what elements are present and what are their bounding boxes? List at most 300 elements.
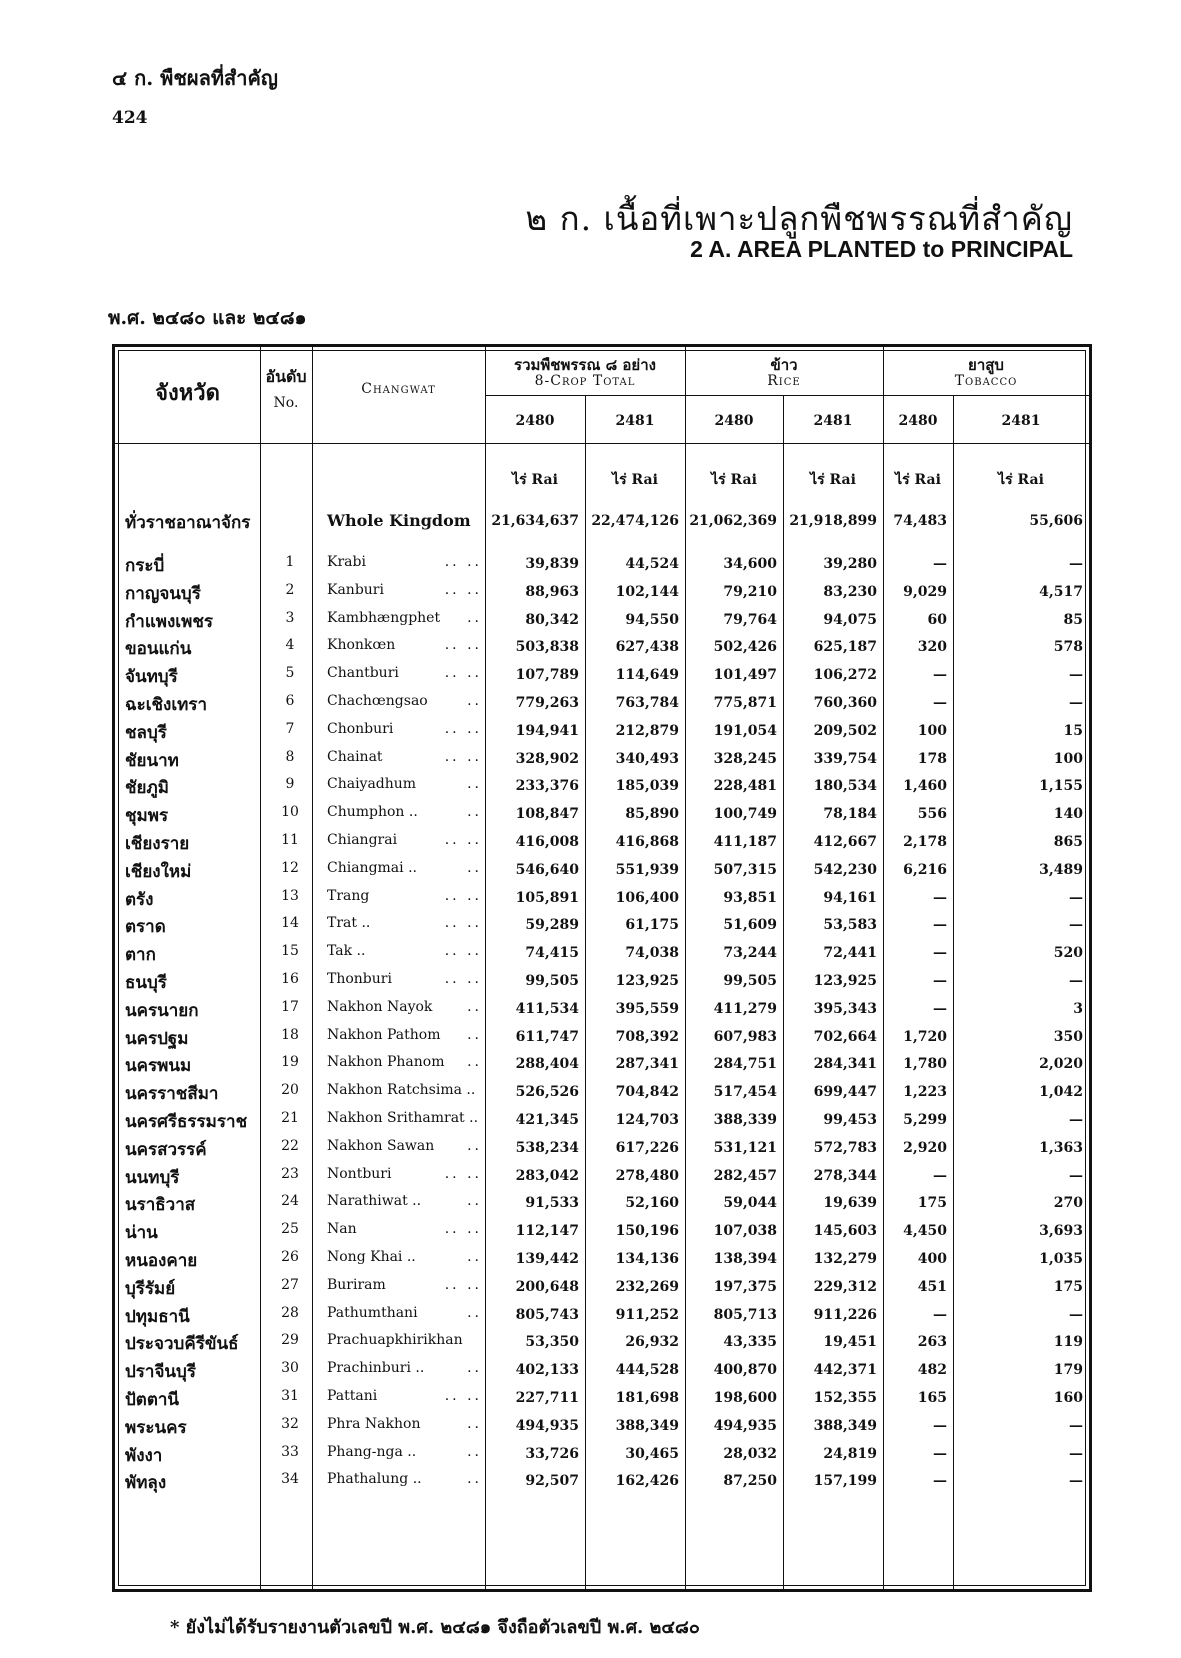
table-row (115, 1134, 1095, 1162)
cell-value: 1,035 (1039, 1251, 1083, 1267)
changwat-thai: ตราด (125, 917, 166, 938)
cell-value: 607,983 (713, 1028, 777, 1045)
changwat-thai: น่าน (125, 1223, 158, 1244)
table-row (115, 633, 1095, 661)
changwat-english: Chaiyadhum (327, 776, 417, 793)
leader-dots: .. .. (444, 637, 482, 654)
cell-value: 73,244 (723, 945, 777, 962)
cell-value: 178 (917, 750, 947, 767)
header-crop-total-english: 8-Crop Total (534, 373, 636, 389)
cell-value: 197,375 (713, 1278, 777, 1295)
cell-value: 546,640 (515, 861, 579, 878)
cell-value: 85 (1063, 611, 1083, 628)
cell-value: — (1069, 695, 1083, 711)
cell-value: 34,600 (723, 556, 777, 572)
leader-dots: .. .. (444, 554, 482, 570)
header-no-thai: อันดับ (265, 367, 307, 386)
cell-value: 2,920 (903, 1139, 947, 1156)
unit-label: ไร่ Rai (998, 472, 1044, 488)
changwat-english: Chantburi (327, 665, 399, 682)
year-header: 2481 (813, 413, 853, 429)
changwat-english: Prachuapkhirikhan (327, 1332, 463, 1349)
cell-value: 124,703 (615, 1112, 679, 1128)
table-row (115, 717, 1095, 745)
unit-label: ไร่ Rai (895, 472, 941, 488)
unit-label: ไร่ Rai (512, 472, 558, 488)
cell-value: 100,749 (713, 806, 777, 823)
changwat-thai: นครสวรรค์ (125, 1139, 207, 1160)
cell-value: 106,272 (813, 667, 877, 684)
leader-dots: .. .. (444, 915, 482, 932)
changwat-thai: ฉะเชิงเทรา (125, 695, 208, 715)
cell-value: 779,263 (515, 695, 579, 711)
cell-value: 526,526 (515, 1084, 579, 1101)
cell-value: 551,939 (615, 861, 679, 878)
data-table (112, 344, 1092, 1592)
row-number: 30 (281, 1360, 299, 1377)
row-number: 29 (281, 1332, 299, 1349)
cell-value: 79,210 (723, 583, 777, 600)
leader-dots: .. .. (444, 1221, 482, 1238)
changwat-thai: นครปฐม (125, 1028, 189, 1049)
header-rule (485, 395, 1089, 396)
leader-dots: .. (467, 1471, 482, 1488)
cell-value: 708,392 (615, 1028, 679, 1045)
cell-value: — (933, 973, 947, 989)
cell-value: 611,747 (515, 1028, 579, 1045)
cell-value: 400,870 (713, 1362, 777, 1379)
cell-value: — (933, 945, 947, 962)
cell-value: — (1069, 1112, 1083, 1128)
header-rule (115, 443, 1089, 444)
cell-value: — (1069, 1167, 1083, 1184)
cell-value: 51,609 (723, 917, 777, 934)
leader-dots: .. (467, 1249, 482, 1265)
cell-value: 101,497 (713, 667, 777, 684)
cell-value: 340,493 (615, 750, 679, 767)
cell-value: 93,851 (723, 889, 777, 906)
row-number: 19 (281, 1054, 299, 1071)
leader-dots: .. (467, 1443, 482, 1460)
cell-value: 21,634,637 (491, 513, 579, 529)
changwat-english: Narathiwat .. (327, 1193, 422, 1210)
cell-value: 520 (1053, 945, 1083, 962)
row-number: 11 (281, 832, 299, 848)
cell-value: 209,502 (813, 722, 877, 739)
cell-value: 198,600 (713, 1390, 777, 1406)
changwat-english: Pathumthani (327, 1304, 418, 1321)
cell-value: 572,783 (813, 1139, 877, 1156)
cell-value: 388,349 (615, 1417, 679, 1434)
cell-value: 444,528 (615, 1362, 679, 1379)
unit-label: ไร่ Rai (711, 472, 757, 488)
year-header: 2480 (714, 413, 754, 429)
cell-value: 416,008 (515, 834, 579, 850)
table-row (115, 967, 1095, 995)
cell-value: 99,505 (723, 973, 777, 989)
table-row (115, 800, 1095, 828)
row-number: 8 (285, 748, 295, 765)
table-row (115, 1078, 1095, 1106)
cell-value: 60 (927, 611, 947, 628)
cell-value: — (1069, 1306, 1083, 1323)
header-tobacco-english: Tobacco (954, 373, 1018, 389)
changwat-thai: กาญจนบุรี (125, 583, 201, 604)
years-caption: พ.ศ. ๒๔๘๐ และ ๒๔๘๑ (108, 307, 307, 329)
table-row (115, 772, 1095, 800)
changwat-english: Chainat (327, 748, 383, 765)
row-number: 9 (285, 776, 295, 793)
changwat-thai: ประจวบคีรีขันธ์ (125, 1334, 239, 1355)
cell-value: 517,454 (713, 1084, 777, 1101)
cell-value: 284,751 (713, 1056, 777, 1073)
row-number: 16 (281, 971, 299, 987)
row-number: 20 (281, 1082, 299, 1099)
changwat-english: Trang (327, 887, 370, 904)
cell-value: 145,603 (813, 1223, 877, 1240)
changwat-thai: นนทบุรี (125, 1167, 180, 1188)
leader-dots: .. (467, 1054, 482, 1071)
header-changwat-thai: จังหวัด (155, 380, 220, 406)
year-header: 2480 (898, 413, 938, 429)
cell-value: 140 (1053, 806, 1083, 823)
changwat-thai: ชลบุรี (125, 722, 167, 743)
row-number: 4 (285, 637, 295, 654)
header-rice-english: Rice (767, 373, 801, 389)
cell-value: 74,038 (625, 945, 679, 962)
leader-dots: .. .. (444, 1388, 482, 1404)
cell-value: 328,245 (713, 750, 777, 767)
cell-value: 100 (1053, 750, 1083, 767)
cell-value: 350 (1053, 1028, 1083, 1045)
table-row (115, 1412, 1095, 1440)
cell-value: 160 (1053, 1390, 1083, 1406)
cell-value: 283,042 (515, 1167, 579, 1184)
cell-value: 416,868 (615, 834, 679, 850)
cell-value: 138,394 (713, 1251, 777, 1267)
leader-dots: .. .. (444, 748, 482, 765)
changwat-english: Chachœngsao (327, 693, 428, 709)
total-label-english: Whole Kingdom (327, 511, 471, 530)
leader-dots: .. .. (444, 665, 482, 682)
cell-value: 328,902 (515, 750, 579, 767)
changwat-thai: กระบี่ (125, 556, 165, 576)
table-row (115, 1023, 1095, 1051)
cell-value: 165 (917, 1390, 947, 1406)
cell-value: 704,842 (615, 1084, 679, 1101)
cell-value: 388,339 (713, 1112, 777, 1128)
row-number: 21 (281, 1110, 299, 1126)
leader-dots: .. (467, 1137, 482, 1154)
cell-value: 1,720 (903, 1028, 947, 1045)
cell-value: 4,450 (903, 1223, 947, 1240)
cell-value: 157,199 (813, 1473, 877, 1490)
leader-dots: .. (467, 1026, 482, 1043)
row-number: 34 (281, 1471, 299, 1488)
cell-value: 102,144 (615, 583, 679, 600)
changwat-thai: ปราจีนบุรี (125, 1362, 196, 1383)
cell-value: 400 (917, 1251, 947, 1267)
row-number: 28 (281, 1304, 299, 1321)
changwat-thai: ธนบุรี (125, 973, 167, 993)
cell-value: 22,474,126 (591, 513, 679, 529)
cell-value: 119 (1053, 1334, 1083, 1351)
table-row (115, 1301, 1095, 1329)
cell-value: 152,355 (813, 1390, 877, 1406)
cell-value: 28,032 (723, 1445, 777, 1462)
changwat-english: Chonburi (327, 720, 394, 737)
row-number: 12 (281, 859, 299, 876)
cell-value: 52,160 (625, 1195, 679, 1212)
cell-value: — (1069, 889, 1083, 906)
table-row (115, 745, 1095, 773)
changwat-thai: ตรัง (125, 889, 154, 910)
cell-value: 556 (917, 806, 947, 823)
leader-dots: .. (467, 609, 482, 626)
table-row (115, 1273, 1095, 1301)
changwat-english: Buriram (327, 1276, 386, 1293)
cell-value: 53,583 (823, 917, 877, 934)
cell-value: 39,280 (823, 556, 877, 572)
table-row (115, 1162, 1095, 1190)
page-number: 424 (112, 108, 148, 128)
row-number: 22 (281, 1137, 299, 1154)
changwat-english: Nakhon Sawan (327, 1137, 435, 1154)
changwat-english: Chiangrai (327, 832, 398, 848)
unit-label: ไร่ Rai (810, 472, 856, 488)
changwat-english: Nakhon Srithamrat .. (327, 1110, 479, 1126)
cell-value: 263 (917, 1334, 947, 1351)
row-number: 31 (281, 1388, 299, 1404)
cell-value: 30,465 (625, 1445, 679, 1462)
changwat-english: Nakhon Phanom (327, 1054, 445, 1071)
cell-value: 3,489 (1039, 861, 1083, 878)
table-row (115, 689, 1095, 717)
table-row (115, 856, 1095, 884)
row-number: 7 (285, 720, 295, 737)
changwat-english: Kanburi (327, 581, 384, 598)
leader-dots: .. .. (444, 1165, 482, 1182)
cell-value: 59,044 (723, 1195, 777, 1212)
cell-value: 503,838 (515, 639, 579, 656)
cell-value: 542,230 (813, 861, 877, 878)
cell-value: 411,187 (713, 834, 777, 850)
row-number: 13 (281, 887, 299, 904)
cell-value: 55,606 (1029, 513, 1083, 529)
cell-value: 494,935 (713, 1417, 777, 1434)
cell-value: 88,963 (525, 583, 579, 600)
cell-value: 412,667 (813, 834, 877, 850)
cell-value: 53,350 (525, 1334, 579, 1351)
cell-value: 21,062,369 (689, 513, 777, 529)
changwat-english: Phra Nakhon (327, 1415, 421, 1432)
year-header: 2481 (1001, 413, 1041, 429)
leader-dots: .. .. (444, 887, 482, 904)
cell-value: 538,234 (515, 1139, 579, 1156)
cell-value: 911,252 (615, 1306, 679, 1323)
cell-value: 33,726 (525, 1445, 579, 1462)
table-row (115, 1050, 1095, 1078)
changwat-thai: นครราชสีมา (125, 1084, 219, 1105)
leader-dots: .. (467, 693, 482, 709)
leader-dots: .. .. (444, 971, 482, 987)
cell-value: 105,891 (515, 889, 579, 906)
cell-value: — (933, 1306, 947, 1323)
cell-value: 194,941 (515, 722, 579, 739)
changwat-thai: ชัยนาท (125, 750, 179, 771)
changwat-english: Krabi (327, 554, 366, 570)
cell-value: 112,147 (515, 1223, 579, 1240)
table-row (115, 578, 1095, 606)
changwat-english: Trat .. (327, 915, 371, 932)
changwat-thai: ปัตตานี (125, 1390, 180, 1410)
cell-value: — (933, 1445, 947, 1462)
table-row (115, 1217, 1095, 1245)
cell-value: 228,481 (713, 778, 777, 795)
cell-value: — (933, 889, 947, 906)
changwat-thai: ชุมพร (125, 806, 169, 827)
cell-value: 175 (917, 1195, 947, 1212)
cell-value: 19,451 (823, 1334, 877, 1351)
header-no-english: No. (273, 395, 299, 411)
changwat-thai: ปทุมธานี (125, 1306, 190, 1327)
cell-value: 79,764 (723, 611, 777, 628)
changwat-english: Thonburi (327, 971, 392, 987)
cell-value: 19,639 (823, 1195, 877, 1212)
cell-value: 227,711 (515, 1390, 579, 1406)
cell-value: — (1069, 556, 1083, 572)
cell-value: 99,453 (823, 1112, 877, 1128)
cell-value: 78,184 (823, 806, 877, 823)
row-number: 14 (281, 915, 299, 932)
header-crop-total-thai: รวมพืชพรรณ ๘ อย่าง (514, 356, 656, 374)
cell-value: 287,341 (615, 1056, 679, 1073)
row-number: 17 (281, 998, 299, 1015)
cell-value: 411,279 (713, 1000, 777, 1017)
row-number: 33 (281, 1443, 299, 1460)
cell-value: 123,925 (813, 973, 877, 989)
cell-value: — (1069, 973, 1083, 989)
cell-value: 21,918,899 (789, 513, 877, 529)
cell-value: 805,743 (515, 1306, 579, 1323)
cell-value: 233,376 (515, 778, 579, 795)
cell-value: — (933, 667, 947, 684)
cell-value: 72,441 (823, 945, 877, 962)
row-number: 5 (285, 665, 295, 682)
cell-value: 107,789 (515, 667, 579, 684)
cell-value: 3,693 (1039, 1223, 1083, 1240)
changwat-thai: พระนคร (125, 1417, 187, 1438)
cell-value: 175 (1053, 1278, 1083, 1295)
cell-value: 775,871 (713, 695, 777, 711)
cell-value: 625,187 (813, 639, 877, 656)
row-number: 18 (281, 1026, 299, 1043)
cell-value: 85,890 (625, 806, 679, 823)
changwat-english: Khonkœn (327, 637, 396, 654)
cell-value: 494,935 (515, 1417, 579, 1434)
cell-value: — (1069, 667, 1083, 684)
cell-value: 44,524 (625, 556, 679, 572)
cell-value: 94,075 (823, 611, 877, 628)
table-row (115, 884, 1095, 912)
running-head: ๔ ก. พืชผลที่สำคัญ (112, 66, 278, 90)
leader-dots: .. (467, 1415, 482, 1432)
cell-value: — (1069, 1445, 1083, 1462)
changwat-english: Nong Khai .. (327, 1249, 416, 1265)
cell-value: — (933, 1000, 947, 1017)
row-number: 15 (281, 943, 299, 960)
cell-value: 106,400 (615, 889, 679, 906)
row-number: 6 (285, 693, 295, 709)
changwat-english: Phathalung .. (327, 1471, 422, 1488)
changwat-thai: จันทบุรี (125, 667, 178, 688)
leader-dots: .. (467, 1304, 482, 1321)
changwat-thai: นครนายก (125, 1000, 199, 1021)
cell-value: 200,648 (515, 1278, 579, 1295)
cell-value: 3 (1073, 1000, 1083, 1017)
cell-value: 87,250 (723, 1473, 777, 1490)
cell-value: 1,223 (903, 1084, 947, 1101)
cell-value: 531,121 (713, 1139, 777, 1156)
cell-value: — (933, 695, 947, 711)
cell-value: 402,133 (515, 1362, 579, 1379)
changwat-thai: นครศรีธรรมราช (125, 1112, 248, 1132)
row-number: 2 (285, 581, 295, 598)
cell-value: 150,196 (615, 1223, 679, 1240)
changwat-thai: นครพนม (125, 1056, 192, 1077)
changwat-english: Kambhængphet (327, 609, 441, 626)
changwat-thai: ขอนแก่น (125, 639, 192, 660)
cell-value: 442,371 (813, 1362, 877, 1379)
leader-dots: .. (467, 1193, 482, 1210)
cell-value: 1,155 (1039, 778, 1083, 795)
cell-value: — (1069, 917, 1083, 934)
changwat-thai: หนองคาย (125, 1251, 198, 1271)
cell-value: 699,447 (813, 1084, 877, 1101)
cell-value: 760,360 (813, 695, 877, 711)
row-number: 27 (281, 1276, 299, 1293)
changwat-english: Chumphon .. (327, 804, 418, 821)
cell-value: 388,349 (813, 1417, 877, 1434)
cell-value: 229,312 (813, 1278, 877, 1295)
cell-value: 6,216 (903, 861, 947, 878)
cell-value: 108,847 (515, 806, 579, 823)
table-row (115, 939, 1095, 967)
cell-value: 278,344 (813, 1167, 877, 1184)
changwat-english: Nakhon Pathom (327, 1026, 441, 1043)
changwat-thai: พัทลุง (125, 1473, 167, 1494)
leader-dots: .. (467, 804, 482, 821)
cell-value: 395,343 (813, 1000, 877, 1017)
row-number: 1 (285, 554, 295, 570)
cell-value: 39,839 (525, 556, 579, 572)
cell-value: 395,559 (615, 1000, 679, 1017)
cell-value: 763,784 (615, 695, 679, 711)
table-row (115, 995, 1095, 1023)
cell-value: 80,342 (525, 611, 579, 628)
table-row (115, 1467, 1095, 1495)
cell-value: 139,442 (515, 1251, 579, 1267)
cell-value: 94,550 (625, 611, 679, 628)
total-label-thai: ทั่วราชอาณาจักร (125, 513, 251, 533)
cell-value: 92,507 (525, 1473, 579, 1490)
cell-value: 61,175 (625, 917, 679, 934)
cell-value: — (933, 556, 947, 572)
table-title-thai: ๒ ก. เนื้อที่เพาะปลูกพืชพรรณที่สำคัญ (525, 199, 1073, 238)
row-number: 26 (281, 1249, 299, 1265)
changwat-english: Nontburi (327, 1165, 392, 1182)
cell-value: 100 (917, 722, 947, 739)
